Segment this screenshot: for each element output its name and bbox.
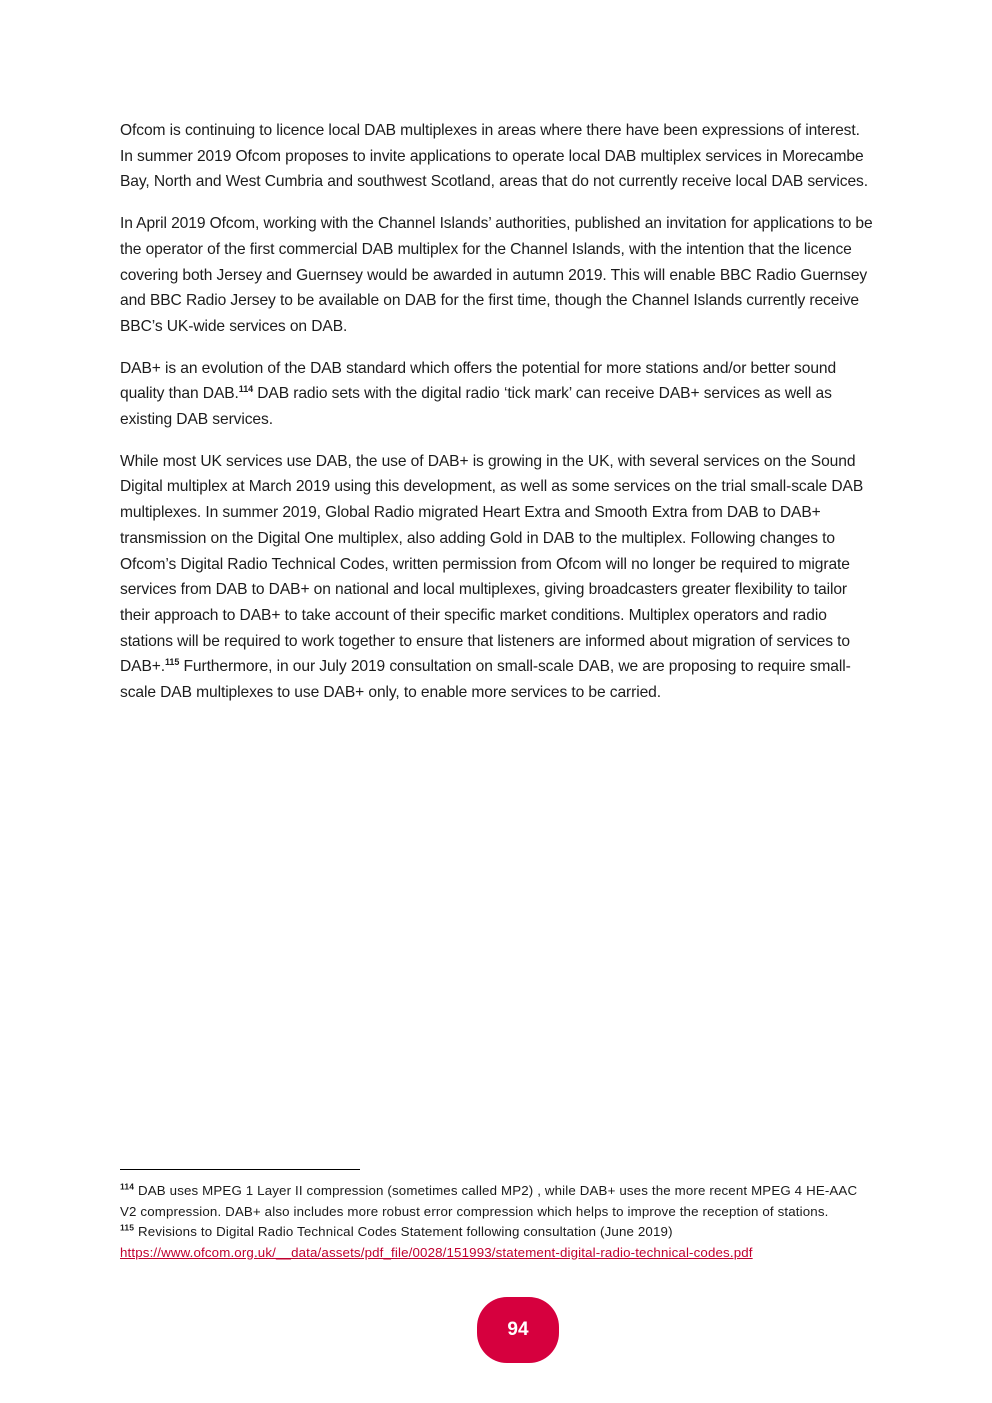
paragraph-channel-islands [120, 211, 875, 340]
paragraph-text: In April 2019 Ofcom, working with the Channel Islands’ authorities, published an invitation for applications to be the operator of the first commercial DAB multiplex for the Channel Islands, with the intention that the licence covering both Jersey and Guernsey would be awarded in autumn 2019. This will enable BBC Radio Guernsey and BBC Radio Jersey to be available on DAB for the first time, though the Channel Islands currently receive BBC’s UK-wide services on DAB. [120, 215, 873, 335]
footnote-text: DAB uses MPEG 1 Layer II compression (sometimes called MP2) , while DAB+ uses the more recent MPEG 4 HE-AAC V2 compression. DAB+ also includes more robust error compression which helps to improve the reception of stations. [120, 1183, 858, 1219]
footnote-ref-115[interactable]: 115 [165, 657, 180, 668]
paragraph-text: While most UK services use DAB, the use of DAB+ is growing in the UK, with several services on the Sound Digital multiplex at March 2019 using this development, as well as some services on the trial small-scale DAB multiplexes. In summer 2019, Global Radio migrated Heart Extra and Smooth Extra from DAB to DAB+ transmission on the Digital One multiplex, also adding Gold in DAB to the multiplex. Following changes to Ofcom’s Digital Radio Technical Codes, written permission from Ofcom will no longer be required to migrate services from DAB to DAB+ on national and local multiplexes, giving broadcasters greater flexibility to tailor their approach to DAB+ to take account of their specific market conditions. Multiplex operators and radio stations will be required to work together to ensure that listeners are informed about migration of services to DAB+. [120, 452, 864, 676]
paragraph-text: DAB+ is an evolution of the DAB standard which offers the potential for more stations and/or better sound quality than DAB. [120, 359, 837, 403]
footnote-115-link-line [120, 1243, 872, 1264]
paragraph-dab-plus [120, 356, 875, 433]
footnote-115 [120, 1222, 872, 1243]
paragraph-text: DAB radio sets with the digital radio ‘tick mark’ can receive DAB+ services as well as existing DAB services. [120, 385, 832, 429]
paragraph-local-dab [120, 118, 875, 195]
footnote-number: 115 [120, 1222, 135, 1233]
footnote-text: Revisions to Digital Radio Technical Codes Statement following consultation (June 2019) [134, 1224, 673, 1239]
footnote-number: 114 [120, 1181, 135, 1192]
page-number: 94 [507, 1319, 529, 1340]
footnote-ref-114[interactable]: 114 [238, 384, 254, 395]
paragraph-text: Ofcom is continuing to licence local DAB multiplexes in areas where there have been expressions of interest. In summer 2019 Ofcom proposes to invite applications to operate local DAB multiplex services in Morecambe Bay, North and West Cumbria and southwest Scotland, areas that do not currently receive local DAB services. [120, 122, 868, 191]
footnote-114 [120, 1181, 872, 1222]
page-number-badge [477, 1297, 559, 1363]
footnotes [120, 1181, 872, 1263]
footnote-link[interactable]: https://www.ofcom.org.uk/__data/assets/pdf_file/0028/151993/statement-digital-radio-technical-codes.pdf [120, 1244, 753, 1260]
paragraph-dab-plus-growth [120, 449, 875, 706]
body-text [120, 118, 875, 722]
paragraph-text: Furthermore, in our July 2019 consultation on small-scale DAB, we are proposing to require small-scale DAB multiplexes to use DAB+ only, to enable more services to be carried. [120, 658, 851, 702]
footnote-separator [120, 1169, 360, 1170]
